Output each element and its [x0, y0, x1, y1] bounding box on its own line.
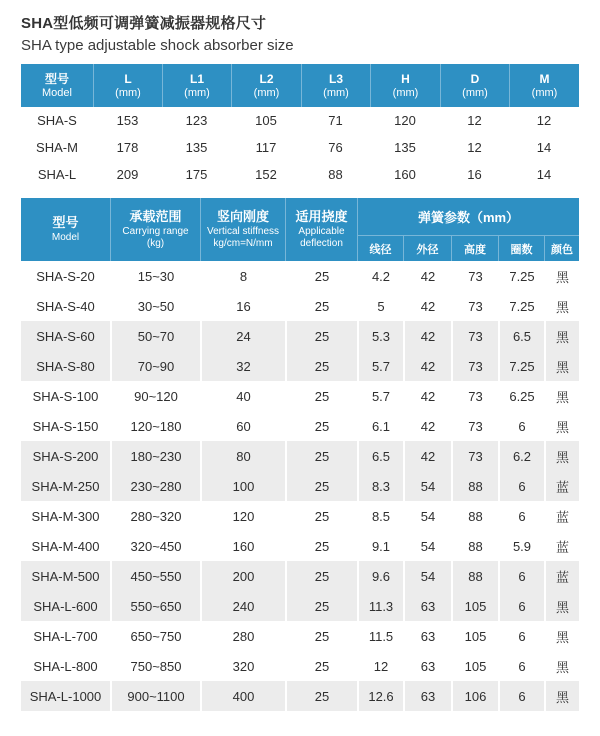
table-row — [21, 681, 579, 711]
table-row — [21, 321, 579, 351]
value-cell: 178 — [93, 134, 162, 161]
dimensions-header-row — [21, 64, 579, 107]
col-header-applicable-deflection: 适用挠度 Applicable deflection — [285, 198, 357, 261]
value-cell: 73 — [451, 441, 498, 471]
value-cell: 黑 — [544, 351, 579, 381]
table-row — [21, 621, 579, 651]
model-cell: SHA-S — [21, 107, 93, 134]
value-cell: 黑 — [544, 681, 579, 711]
model-cell: SHA-M-250 — [21, 471, 110, 501]
value-cell: 120 — [200, 501, 285, 531]
value-cell: 黑 — [544, 381, 579, 411]
value-cell: 63 — [403, 591, 451, 621]
model-cell: SHA-L — [21, 161, 93, 188]
value-cell: 88 — [451, 471, 498, 501]
col-header-L2: L2 (mm) — [231, 64, 301, 107]
value-cell: 25 — [285, 621, 357, 651]
table-row — [21, 261, 579, 291]
col-header-wire-diameter: 线径 — [357, 235, 403, 261]
table-row — [21, 501, 579, 531]
col-header-model: 型号 Model — [21, 198, 110, 261]
value-cell: 200 — [200, 561, 285, 591]
model-cell: SHA-M-500 — [21, 561, 110, 591]
model-cell: SHA-S-100 — [21, 381, 110, 411]
col-header-outer-diameter: 外径 — [403, 235, 451, 261]
value-cell: 105 — [231, 107, 301, 134]
model-cell: SHA-S-150 — [21, 411, 110, 441]
value-cell: 117 — [231, 134, 301, 161]
value-cell: 42 — [403, 321, 451, 351]
value-cell: 120 — [370, 107, 440, 134]
value-cell: 106 — [451, 681, 498, 711]
value-cell: 蓝 — [544, 561, 579, 591]
model-cell: SHA-S-60 — [21, 321, 110, 351]
value-cell: 8.3 — [357, 471, 403, 501]
value-cell: 230~280 — [110, 471, 200, 501]
value-cell: 12 — [440, 107, 509, 134]
value-cell: 135 — [162, 134, 231, 161]
value-cell: 黑 — [544, 441, 579, 471]
value-cell: 54 — [403, 471, 451, 501]
spec-header-row-main — [21, 198, 579, 235]
value-cell: 5.7 — [357, 381, 403, 411]
value-cell: 6.2 — [498, 441, 544, 471]
table-row — [21, 107, 579, 134]
value-cell: 320 — [200, 651, 285, 681]
value-cell: 160 — [370, 161, 440, 188]
value-cell: 11.3 — [357, 591, 403, 621]
value-cell: 15~30 — [110, 261, 200, 291]
value-cell: 黑 — [544, 261, 579, 291]
value-cell: 71 — [301, 107, 370, 134]
model-cell: SHA-S-200 — [21, 441, 110, 471]
value-cell: 6.5 — [357, 441, 403, 471]
value-cell: 11.5 — [357, 621, 403, 651]
value-cell: 16 — [440, 161, 509, 188]
value-cell: 5.9 — [498, 531, 544, 561]
dimensions-table-body — [21, 107, 579, 188]
col-header-vertical-stiffness: 竖向刚度 Vertical stiffness kg/cm=N/mm — [200, 198, 285, 261]
value-cell: 5 — [357, 291, 403, 321]
spring-spec-table — [21, 198, 579, 711]
col-header-D: D (mm) — [440, 64, 509, 107]
value-cell: 5.3 — [357, 321, 403, 351]
col-header-L: L (mm) — [93, 64, 162, 107]
value-cell: 135 — [370, 134, 440, 161]
page-subtitle: SHA type adjustable shock absorber size — [21, 37, 294, 54]
table-row — [21, 561, 579, 591]
value-cell: 9.6 — [357, 561, 403, 591]
dimensions-table — [21, 64, 579, 188]
col-header-H: H (mm) — [370, 64, 440, 107]
value-cell: 黑 — [544, 621, 579, 651]
value-cell: 24 — [200, 321, 285, 351]
value-cell: 73 — [451, 351, 498, 381]
value-cell: 25 — [285, 561, 357, 591]
spring-spec-table-body — [21, 261, 579, 711]
table-row — [21, 381, 579, 411]
value-cell: 280 — [200, 621, 285, 651]
model-cell: SHA-S-20 — [21, 261, 110, 291]
value-cell: 25 — [285, 351, 357, 381]
value-cell: 黑 — [544, 591, 579, 621]
value-cell: 42 — [403, 351, 451, 381]
value-cell: 400 — [200, 681, 285, 711]
col-header-model-zh: 型号 — [44, 71, 69, 86]
table-row — [21, 134, 579, 161]
value-cell: 蓝 — [544, 531, 579, 561]
value-cell: 7.25 — [498, 351, 544, 381]
table-row — [21, 471, 579, 501]
col-header-height: 高度 — [451, 235, 498, 261]
value-cell: 42 — [403, 441, 451, 471]
value-cell: 6 — [498, 621, 544, 651]
table-row — [21, 441, 579, 471]
value-cell: 16 — [200, 291, 285, 321]
model-cell: SHA-S-40 — [21, 291, 110, 321]
value-cell: 123 — [162, 107, 231, 134]
table-row — [21, 411, 579, 441]
value-cell: 4.2 — [357, 261, 403, 291]
value-cell: 蓝 — [544, 471, 579, 501]
value-cell: 5.7 — [357, 351, 403, 381]
value-cell: 73 — [451, 381, 498, 411]
value-cell: 25 — [285, 321, 357, 351]
model-cell: SHA-L-1000 — [21, 681, 110, 711]
value-cell: 90~120 — [110, 381, 200, 411]
col-header-L3: L3 (mm) — [301, 64, 370, 107]
value-cell: 6.25 — [498, 381, 544, 411]
value-cell: 黑 — [544, 651, 579, 681]
value-cell: 152 — [231, 161, 301, 188]
value-cell: 25 — [285, 441, 357, 471]
value-cell: 25 — [285, 381, 357, 411]
value-cell: 73 — [451, 261, 498, 291]
value-cell: 105 — [451, 621, 498, 651]
value-cell: 14 — [509, 134, 579, 161]
col-header-spring-params-group: 弹簧参数（mm） — [357, 198, 579, 235]
value-cell: 25 — [285, 291, 357, 321]
value-cell: 7.25 — [498, 261, 544, 291]
page-title: SHA型低频可调弹簧减振器规格尺寸 — [21, 15, 267, 32]
value-cell: 30~50 — [110, 291, 200, 321]
table-row — [21, 161, 579, 188]
model-cell: SHA-S-80 — [21, 351, 110, 381]
value-cell: 12 — [357, 651, 403, 681]
value-cell: 240 — [200, 591, 285, 621]
value-cell: 175 — [162, 161, 231, 188]
value-cell: 750~850 — [110, 651, 200, 681]
value-cell: 6.1 — [357, 411, 403, 441]
value-cell: 8.5 — [357, 501, 403, 531]
value-cell: 76 — [301, 134, 370, 161]
value-cell: 54 — [403, 531, 451, 561]
table-row — [21, 531, 579, 561]
value-cell: 160 — [200, 531, 285, 561]
value-cell: 70~90 — [110, 351, 200, 381]
value-cell: 120~180 — [110, 411, 200, 441]
value-cell: 80 — [200, 441, 285, 471]
value-cell: 450~550 — [110, 561, 200, 591]
col-header-model-en: Model — [42, 86, 72, 99]
table-row — [21, 651, 579, 681]
value-cell: 88 — [451, 501, 498, 531]
value-cell: 100 — [200, 471, 285, 501]
value-cell: 550~650 — [110, 591, 200, 621]
value-cell: 50~70 — [110, 321, 200, 351]
value-cell: 9.1 — [357, 531, 403, 561]
value-cell: 63 — [403, 651, 451, 681]
value-cell: 42 — [403, 261, 451, 291]
value-cell: 12 — [509, 107, 579, 134]
table-row — [21, 291, 579, 321]
value-cell: 650~750 — [110, 621, 200, 651]
value-cell: 14 — [509, 161, 579, 188]
col-header-color: 颜色 — [544, 235, 579, 261]
col-header-carrying-range: 承载范围 Carrying range (kg) — [110, 198, 200, 261]
table-row — [21, 351, 579, 381]
col-header-L1: L1 (mm) — [162, 64, 231, 107]
value-cell: 88 — [301, 161, 370, 188]
value-cell: 蓝 — [544, 501, 579, 531]
value-cell: 25 — [285, 471, 357, 501]
model-cell: SHA-L-700 — [21, 621, 110, 651]
value-cell: 6 — [498, 561, 544, 591]
value-cell: 6 — [498, 681, 544, 711]
model-cell: SHA-L-600 — [21, 591, 110, 621]
value-cell: 黑 — [544, 321, 579, 351]
value-cell: 88 — [451, 561, 498, 591]
value-cell: 88 — [451, 531, 498, 561]
value-cell: 54 — [403, 561, 451, 591]
value-cell: 320~450 — [110, 531, 200, 561]
value-cell: 42 — [403, 291, 451, 321]
model-cell: SHA-M-300 — [21, 501, 110, 531]
value-cell: 25 — [285, 531, 357, 561]
col-header-M: M (mm) — [509, 64, 579, 107]
value-cell: 280~320 — [110, 501, 200, 531]
value-cell: 153 — [93, 107, 162, 134]
col-header-model — [21, 64, 93, 107]
value-cell: 6 — [498, 651, 544, 681]
value-cell: 25 — [285, 501, 357, 531]
value-cell: 60 — [200, 411, 285, 441]
value-cell: 209 — [93, 161, 162, 188]
value-cell: 6 — [498, 591, 544, 621]
value-cell: 180~230 — [110, 441, 200, 471]
value-cell: 73 — [451, 321, 498, 351]
value-cell: 黑 — [544, 411, 579, 441]
value-cell: 32 — [200, 351, 285, 381]
value-cell: 25 — [285, 591, 357, 621]
value-cell: 900~1100 — [110, 681, 200, 711]
value-cell: 6 — [498, 501, 544, 531]
value-cell: 63 — [403, 681, 451, 711]
value-cell: 40 — [200, 381, 285, 411]
value-cell: 42 — [403, 411, 451, 441]
value-cell: 25 — [285, 411, 357, 441]
value-cell: 6 — [498, 471, 544, 501]
value-cell: 6 — [498, 411, 544, 441]
value-cell: 105 — [451, 591, 498, 621]
model-cell: SHA-L-800 — [21, 651, 110, 681]
value-cell: 25 — [285, 651, 357, 681]
value-cell: 12.6 — [357, 681, 403, 711]
value-cell: 63 — [403, 621, 451, 651]
value-cell: 25 — [285, 261, 357, 291]
value-cell: 8 — [200, 261, 285, 291]
value-cell: 7.25 — [498, 291, 544, 321]
value-cell: 25 — [285, 681, 357, 711]
model-cell: SHA-M — [21, 134, 93, 161]
value-cell: 12 — [440, 134, 509, 161]
value-cell: 54 — [403, 501, 451, 531]
value-cell: 42 — [403, 381, 451, 411]
table-row — [21, 591, 579, 621]
col-header-coil-count: 圈数 — [498, 235, 544, 261]
value-cell: 73 — [451, 411, 498, 441]
model-cell: SHA-M-400 — [21, 531, 110, 561]
value-cell: 黑 — [544, 291, 579, 321]
value-cell: 73 — [451, 291, 498, 321]
value-cell: 105 — [451, 651, 498, 681]
value-cell: 6.5 — [498, 321, 544, 351]
